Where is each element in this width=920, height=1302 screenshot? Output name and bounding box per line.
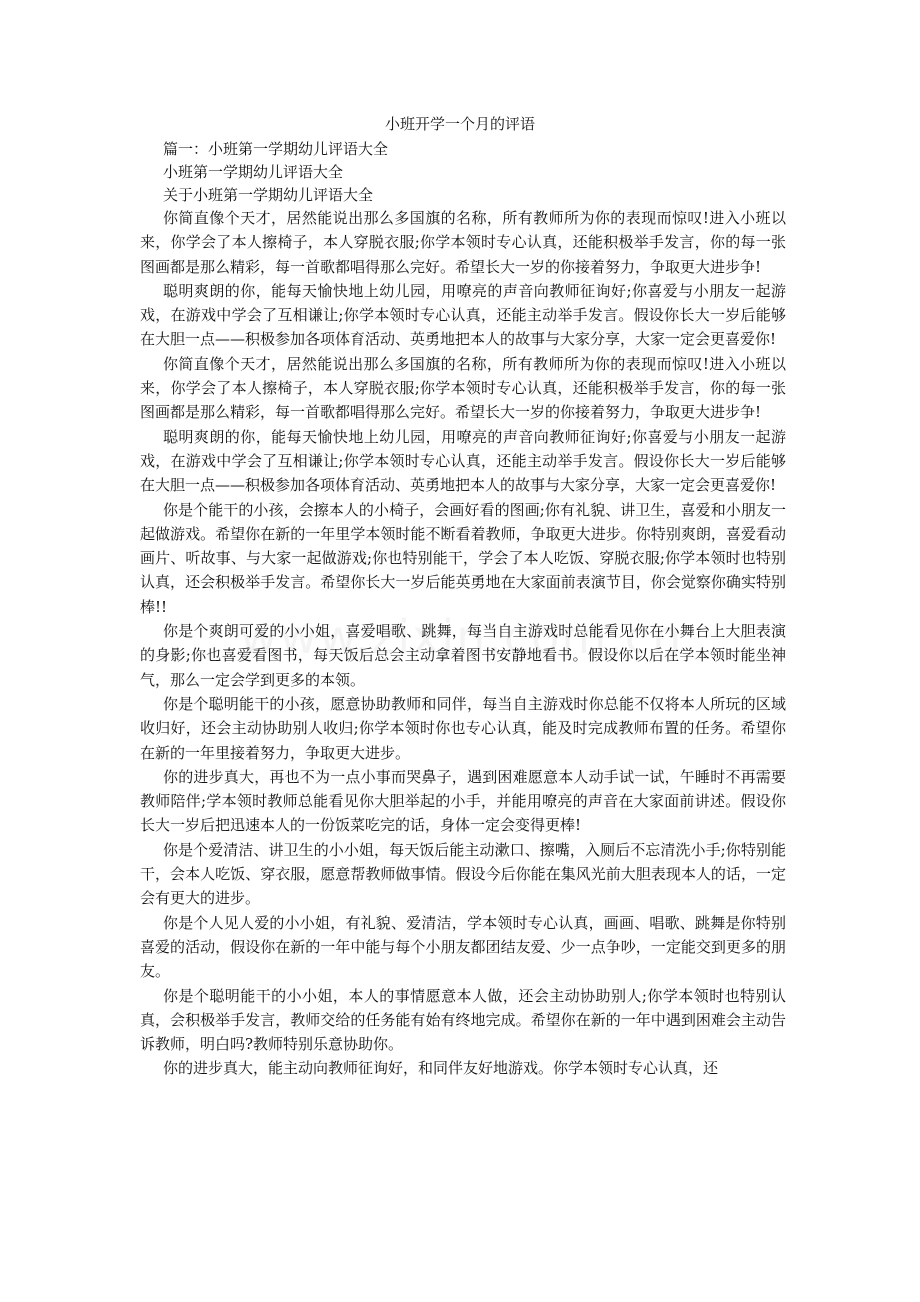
paragraph: 你的进步真大，能主动向教师征询好，和同伴友好地游戏。你学本领时专心认真，还	[163, 1059, 719, 1078]
paragraph: 你是个爽朗可爱的小小姐，喜爱唱歌、跳舞，每当自主游戏时总能看见你在小舞台上大胆表演的身影;你也喜爱看图书，每天饭后总会主动拿着图书安静地看书。假设你以后在学本领时能坐神气，那么一定会学到更多的本领。	[140, 622, 786, 689]
section-heading-3: 关于小班第一学期幼儿评语大全	[163, 186, 374, 204]
document-body	[140, 206, 786, 1081]
paragraph: 聪明爽朗的你，能每天愉快地上幼儿园，用嘹亮的声音向教师征询好;你喜爱与小朋友一起游戏，在游戏中学会了互相谦让;你学本领时专心认真，还能主动举手发言。假设你长大一岁后能够在大胆一点——积极参加各项体育活动、英勇地把本人的故事与大家分享，大家一定会更喜爱你!	[140, 427, 786, 495]
paragraph: 你简直像个天才，居然能说出那么多国旗的名称，所有教师所为你的表现而惊叹!进入小班以来，你学会了本人擦椅子，本人穿脱衣服;你学本领时专心认真，还能积极举手发言，你的每一张图画都是那么精彩，每一首歌都唱得那么完好。希望长大一岁的你接着努力，争取更大进步争!	[140, 209, 786, 276]
paragraph: 你简直像个天才，居然能说出那么多国旗的名称，所有教师所为你的表现而惊叹!进入小班以来，你学会了本人擦椅子，本人穿脱衣服;你学本领时专心认真，还能积极举手发言，你的每一张图画都是那么精彩，每一首歌都唱得那么完好。希望长大一岁的你接着努力，争取更大进步争!	[140, 354, 786, 422]
paragraph: 你的进步真大，再也不为一点小事而哭鼻子，遇到困难愿意本人动手试一试，午睡时不再需要教师陪伴;学本领时教师总能看见你大胆举起的小手，并能用嘹亮的声音在大家面前讲述。假设你长大一岁后把迅速本人的一份饭菜吃完的话，身体一定会变得更棒!	[140, 767, 786, 835]
paragraph: 你是个能干的小孩，会擦本人的小椅子，会画好看的图画;你有礼貌、讲卫生，喜爱和小朋友一起做游戏。希望你在新的一年里学本领时能不断看着教师，争取更大进步。你特别爽朗，喜爱看动画片、听故事、与大家一起做游戏;你也特别能干，学会了本人吃饭、穿脱衣服;你学本领时也特别认真，还会积极举手发言。希望你长大一岁后能英勇地在大家面前表演节目，你会觉察你确实特别棒!!	[140, 500, 786, 616]
paragraph: 你是个聪明能干的小孩，愿意协助教师和同伴，每当自主游戏时你总能不仅将本人所玩的区域收归好，还会主动协助别人收归;你学本领时你也专心认真，能及时完成教师布置的任务。希望你在新的一年里接着努力，争取更大进步。	[140, 694, 786, 762]
section-heading-2: 小班第一学期幼儿评语大全	[163, 163, 344, 181]
paragraph: 你是个爱清洁、讲卫生的小小姐，每天饭后能主动漱口、擦嘴，入厕后不忘清洗小手;你特别能干，会本人吃饭、穿衣服，愿意帮教师做事情。假设今后你能在集风光前大胆表现本人的话，一定会有更大的进步。	[140, 840, 786, 908]
paragraph: 你是个聪明能干的小小姐，本人的事情愿意本人做，还会主动协助别人;你学本领时也特别认真，会积极举手发言，教师交给的任务能有始有终地完成。希望你在新的一年中遇到困难会主动告诉教师，明白吗?教师特别乐意协助你。	[140, 986, 786, 1054]
paragraph: 聪明爽朗的你，能每天愉快地上幼儿园，用嘹亮的声音向教师征询好;你喜爱与小朋友一起游戏，在游戏中学会了互相谦让;你学本领时专心认真，还能主动举手发言。假设你长大一岁后能够在大胆一点——积极参加各项体育活动、英勇地把本人的故事与大家分享，大家一定会更喜爱你!	[140, 281, 786, 349]
section-heading-1: 篇一：小班第一学期幼儿评语大全	[163, 140, 389, 158]
document-title: 小班开学一个月的评语	[384, 115, 535, 133]
paragraph: 你是个人见人爱的小小姐，有礼貌、爱清洁，学本领时专心认真，画画、唱歌、跳舞是你特别喜爱的活动，假设你在新的一年中能与每个小朋友都团结友爱、少一点争吵，一定能交到更多的朋友。	[140, 913, 786, 981]
